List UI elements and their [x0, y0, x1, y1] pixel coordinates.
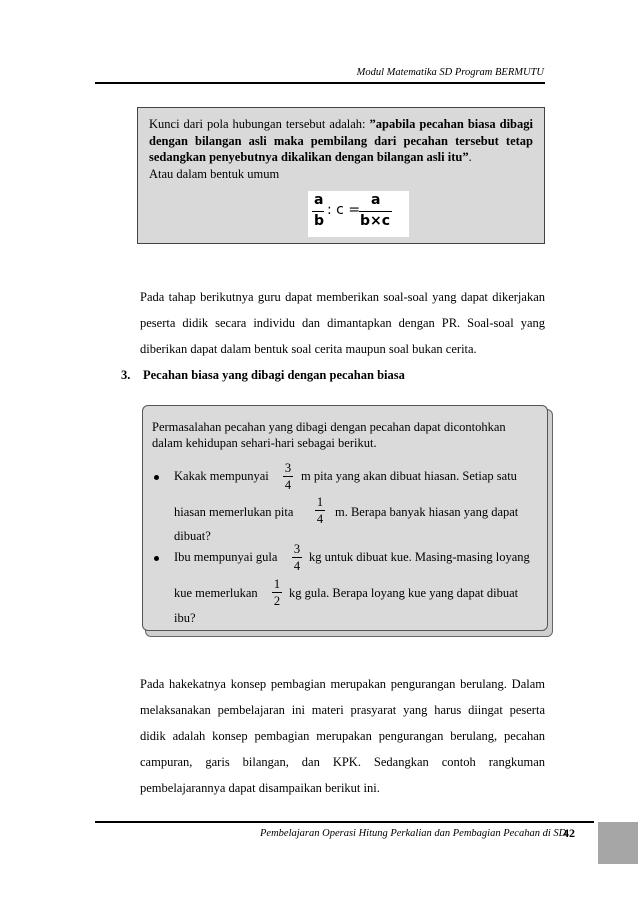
- paragraph-1-line-2: peserta didik secara individu dan dimantapkan dengan PR. Soal-soal yang: [140, 316, 545, 330]
- paragraph-1-line-3: diberikan dapat dalam bentuk soal cerita maupun soal bukan cerita.: [140, 342, 477, 356]
- bullet-icon: [154, 475, 159, 480]
- paragraph-2: [140, 671, 545, 801]
- key-rule-tail: .: [468, 150, 472, 164]
- footer-rule: [95, 821, 594, 823]
- item-2-fraction-1: [292, 542, 302, 573]
- item-2-fraction-1-numerator: 3: [293, 542, 301, 556]
- paragraph-2-line-3: didik adalah konsep pembagian merupakan pengurangan berulang, pecahan: [140, 729, 545, 743]
- general-formula: [308, 191, 409, 237]
- paragraph-2-line-4: campuran, garis bilangan, dan KPK. Sedangkan contoh rangkuman: [140, 755, 545, 769]
- item-2-fraction-2-denominator: 2: [273, 594, 281, 608]
- formula-bar-left: [312, 211, 324, 212]
- formula-operator: : c =: [327, 202, 361, 218]
- item-2-fraction-2-numerator: 1: [273, 577, 281, 591]
- formula-bar-right: [359, 211, 392, 212]
- problem-box: [142, 405, 548, 631]
- paragraph-2-line-2: melaksanakan pembelajaran ini materi prasyarat yang harus diingat peserta: [140, 703, 545, 717]
- formula-numerator-left: a: [314, 192, 324, 208]
- key-rule-box: [137, 107, 545, 244]
- item-2-text-a: Ibu mempunyai gula: [174, 550, 278, 564]
- key-rule-intro: Kunci dari pola hubungan tersebut adalah:: [149, 117, 370, 131]
- header-rule: [95, 82, 545, 84]
- running-header: Modul Matematika SD Program BERMUTU: [356, 67, 544, 78]
- item-1-fraction-2: [315, 495, 325, 526]
- item-1-text-e: dibuat?: [174, 529, 211, 543]
- paragraph-1-line-1: Pada tahap berikutnya guru dapat memberikan soal-soal yang dapat dikerjakan: [140, 290, 545, 304]
- key-rule-general-form-label: Atau dalam bentuk umum: [149, 166, 280, 181]
- item-1-text-c: hiasan memerlukan pita: [174, 505, 294, 519]
- item-2-text-d: kg gula. Berapa loyang kue yang dapat dibuat: [289, 586, 519, 600]
- item-1-fraction-1: [283, 461, 293, 492]
- item-1-fraction-1-denominator: 4: [284, 478, 292, 492]
- item-1-fraction-2-denominator: 4: [316, 512, 324, 526]
- page-tab-decoration: [598, 822, 638, 864]
- item-1-fraction-1-numerator: 3: [284, 461, 292, 475]
- paragraph-1: [140, 284, 545, 362]
- item-1-text-d: m. Berapa banyak hiasan yang dapat: [335, 505, 519, 519]
- section-number: 3.: [121, 368, 131, 382]
- paragraph-2-line-1: Pada hakekatnya konsep pembagian merupakan pengurangan berulang. Dalam: [140, 677, 545, 691]
- section-title: Pecahan biasa yang dibagi dengan pecahan biasa: [143, 368, 405, 382]
- item-1-text-a: Kakak mempunyai: [174, 469, 269, 483]
- key-rule-bold: ”apabila pecahan biasa dibagi dengan bilangan asli maka pembilang dari pecahan tersebut tetap sedangkan penyebutnya dikalikan dengan bilangan asli itu”: [149, 117, 533, 164]
- item-1-fraction-2-numerator: 1: [316, 495, 324, 509]
- formula-denominator-right: b×c: [360, 213, 391, 229]
- formula-denominator-left: b: [314, 213, 325, 229]
- problem-intro-line-1: Permasalahan pecahan yang dibagi dengan pecahan dapat dicontohkan: [152, 420, 506, 434]
- key-rule-text: [149, 116, 533, 182]
- item-2-fraction-2: [272, 577, 282, 608]
- running-footer: Pembelajaran Operasi Hitung Perkalian dan Pembagian Pecahan di SD: [260, 828, 567, 839]
- item-2-text-e: ibu?: [174, 611, 196, 625]
- paragraph-2-line-5: pembelajarannya dapat disampaikan berikut ini.: [140, 781, 380, 795]
- item-2-text-b: kg untuk dibuat kue. Masing-masing loyang: [309, 550, 530, 564]
- problem-intro-line-2: dalam kehidupan sehari-hari sebagai berikut.: [152, 436, 377, 450]
- formula-numerator-right: a: [371, 192, 381, 208]
- page-number: 42: [563, 826, 575, 840]
- item-2-text-c: kue memerlukan: [174, 586, 258, 600]
- item-2-fraction-1-denominator: 4: [293, 559, 301, 573]
- item-1-text-b: m pita yang akan dibuat hiasan. Setiap satu: [301, 469, 517, 483]
- bullet-icon: [154, 556, 159, 561]
